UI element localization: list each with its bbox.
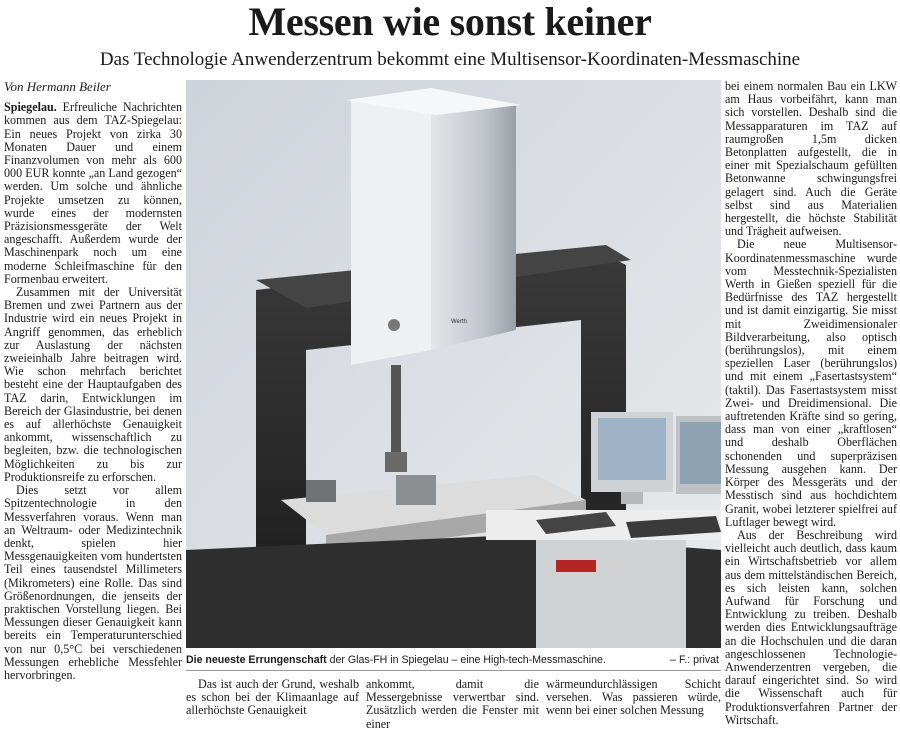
right-paragraph-3: Aus der Beschreibung wird vielleicht auch deutlich, dass kaum ein Wirtschaftsbetrieb vor allem aus dem mittelständischen Bereich, es sich leisten kann, solchen Aufwand für Forschung und Entwicklung zu treiben. Deshalb werden dies Entwicklungsaufträge an die Hochschulen und die daran angeschlossenen Technologie-Anwenderzentren vergeben, die darauf eingerichtet sind. So wird die Wissenschaft auch für Produktionsverfahren Partner der Wirtschaft. <box>725 527 897 727</box>
right-paragraph-1: bei einem normalen Bau ein LKW am Haus vorbeifährt, kann man sich vorstellen. Deshalb sind die Messapparaturen im TAZ auf raumgroßen 1,5m dicken Betonplatten aufgestellt, die in einer mit Spezialschaum gefüllten Betonwanne schwingungsfrei gelagert sind. Auch die Geräte selbst sind aus Materialien hergestellt, die höchste Stabilität und Trägheit aufweisen. <box>725 79 897 239</box>
monitor-2-screen <box>680 422 721 484</box>
brand-badge <box>388 319 400 331</box>
article-column-left <box>4 80 182 720</box>
caption-title: Die neueste Errungenschaft <box>186 654 327 666</box>
article-column-right <box>725 79 897 727</box>
control-cabinet <box>536 540 686 648</box>
coordinate-measuring-machine-illustration <box>186 80 721 648</box>
cabinet-indicator <box>556 560 596 572</box>
photo-credit: – F.: privat <box>670 654 719 666</box>
housing-right-face <box>431 90 516 350</box>
right-paragraph-2: Die neue Multisensor-Koordinatenmessmaschine wurde vom Messtechnik-Spezialisten Werth in Gießen speziell für die Bedürfnisse des TAZ hergestellt und ist damit einzigartig. Sie misst mit Zweidimensionaler Bildverarbeitung, also optisch (berührungslos), mit einem speziellen Laser (berührungslos) und mit einem „Fasertastsystem“ (taktil). Das Fasertastsystem misst Zwei- und Dreidimensional. Die auftretenden Kräfte sind so gering, dass man von einer „kraftlosen“ und deshalb Oberflächen schonenden und superpräzisen Messung ausgehen kann. Der Körper des Messgeräts und der Messtisch sind aus hochdichtem Granit, wobei letzterer spielfrei auf Luftlager bewegt wird. <box>725 237 897 529</box>
paragraph-3: Dies setzt vor allem Spitzentechnologie in den Messverfahren voraus. Wenn man an Weltraum- oder Medizintechnik denkt, spielen hier Messgenauigkeiten vom hundertsten Teil eines tausendstel Millimeters (Mikrometers) eine Rolle. Das sind Größenordnungen, die jenseits der praktischen Vorstellung liegen. Bei Messungen dieser Genauigkeit kann bereits ein Temperaturunterschied von nur 0,5°C bei verschiedenen Messungen erhebliche Messfehler hervorbringen. <box>4 483 182 682</box>
headline: Messen wie sonst keiner <box>248 0 652 44</box>
article-column-bottom-2 <box>366 677 539 731</box>
calibration-block <box>306 480 336 502</box>
photo-caption <box>186 652 721 670</box>
article-column-bottom-3 <box>546 678 721 720</box>
byline: Von Hermann Beiler <box>4 79 111 94</box>
machine-label: Werth <box>451 319 467 325</box>
monitor-1-screen <box>598 418 666 480</box>
paragraph-1 <box>4 101 182 286</box>
probe-quill <box>391 365 401 455</box>
paragraph-1-text: Erfreuliche Nachrichten kommen aus dem TAZ-Spiegelau: Ein neues Projekt von zirka 30 Monaten Dauer und einem Finanzvolumen von mehr als 600 000 EUR konnte „an Land gezogen“ werden. Um solche und ähnliche Projekte umsetzen zu können, wurde eines der modernsten Präzisionsmessgeräte der Welt angeschafft. Außerdem wurde der Maschinenpark noch um eine moderne Schleifmaschine für den Formenbau erweitert. <box>4 100 182 286</box>
dateline: Spiegelau. <box>4 100 57 115</box>
probe-head <box>385 452 407 472</box>
caption-text: der Glas-FH in Spiegelau – eine High-tech-Messmaschine. <box>326 654 606 666</box>
bottom-paragraph-2: ankommt, damit die Messergebnisse verwertbar sind. Zusätzlich werden die Fenster mit einer <box>366 677 539 731</box>
paragraph-2: Zusammen mit der Universität Bremen und zwei Partnern aus der Industrie wird ein neues Projekt in Angriff genommen, das erheblich zur Auslastung der nächsten zweieinhalb Jahre beitragen wird. Wie schon mehrfach berichtet besteht eine der Hauptaufgaben des TAZ darin, Entwicklungen im Bereich der Glasindustrie, bei denen es auf allerhöchste Genauigkeit ankommt, wissenschaftlich zu begleiten, bzw. die technologischen Möglichkeiten zu bis zur Produktionsreife zu erforschen. <box>4 285 182 484</box>
monitor-stand <box>621 492 643 504</box>
subheadline: Das Technologie Anwenderzentrum bekommt eine Multisensor-Koordinaten-Messmaschine <box>99 49 801 70</box>
bottom-paragraph-1: Das ist auch der Grund, weshalb es schon bei der Klimaanlage auf allerhöchste Genauigkeit <box>186 677 359 718</box>
caption-rule <box>186 670 721 671</box>
bottom-paragraph-3: wärmeundurchlässigen Schicht versehen. Was passieren würde, wenn bei einer solchen Messung <box>546 677 721 718</box>
machine-photo <box>186 80 721 648</box>
article-column-bottom-1 <box>186 678 359 720</box>
workpiece-fixture <box>396 475 436 505</box>
